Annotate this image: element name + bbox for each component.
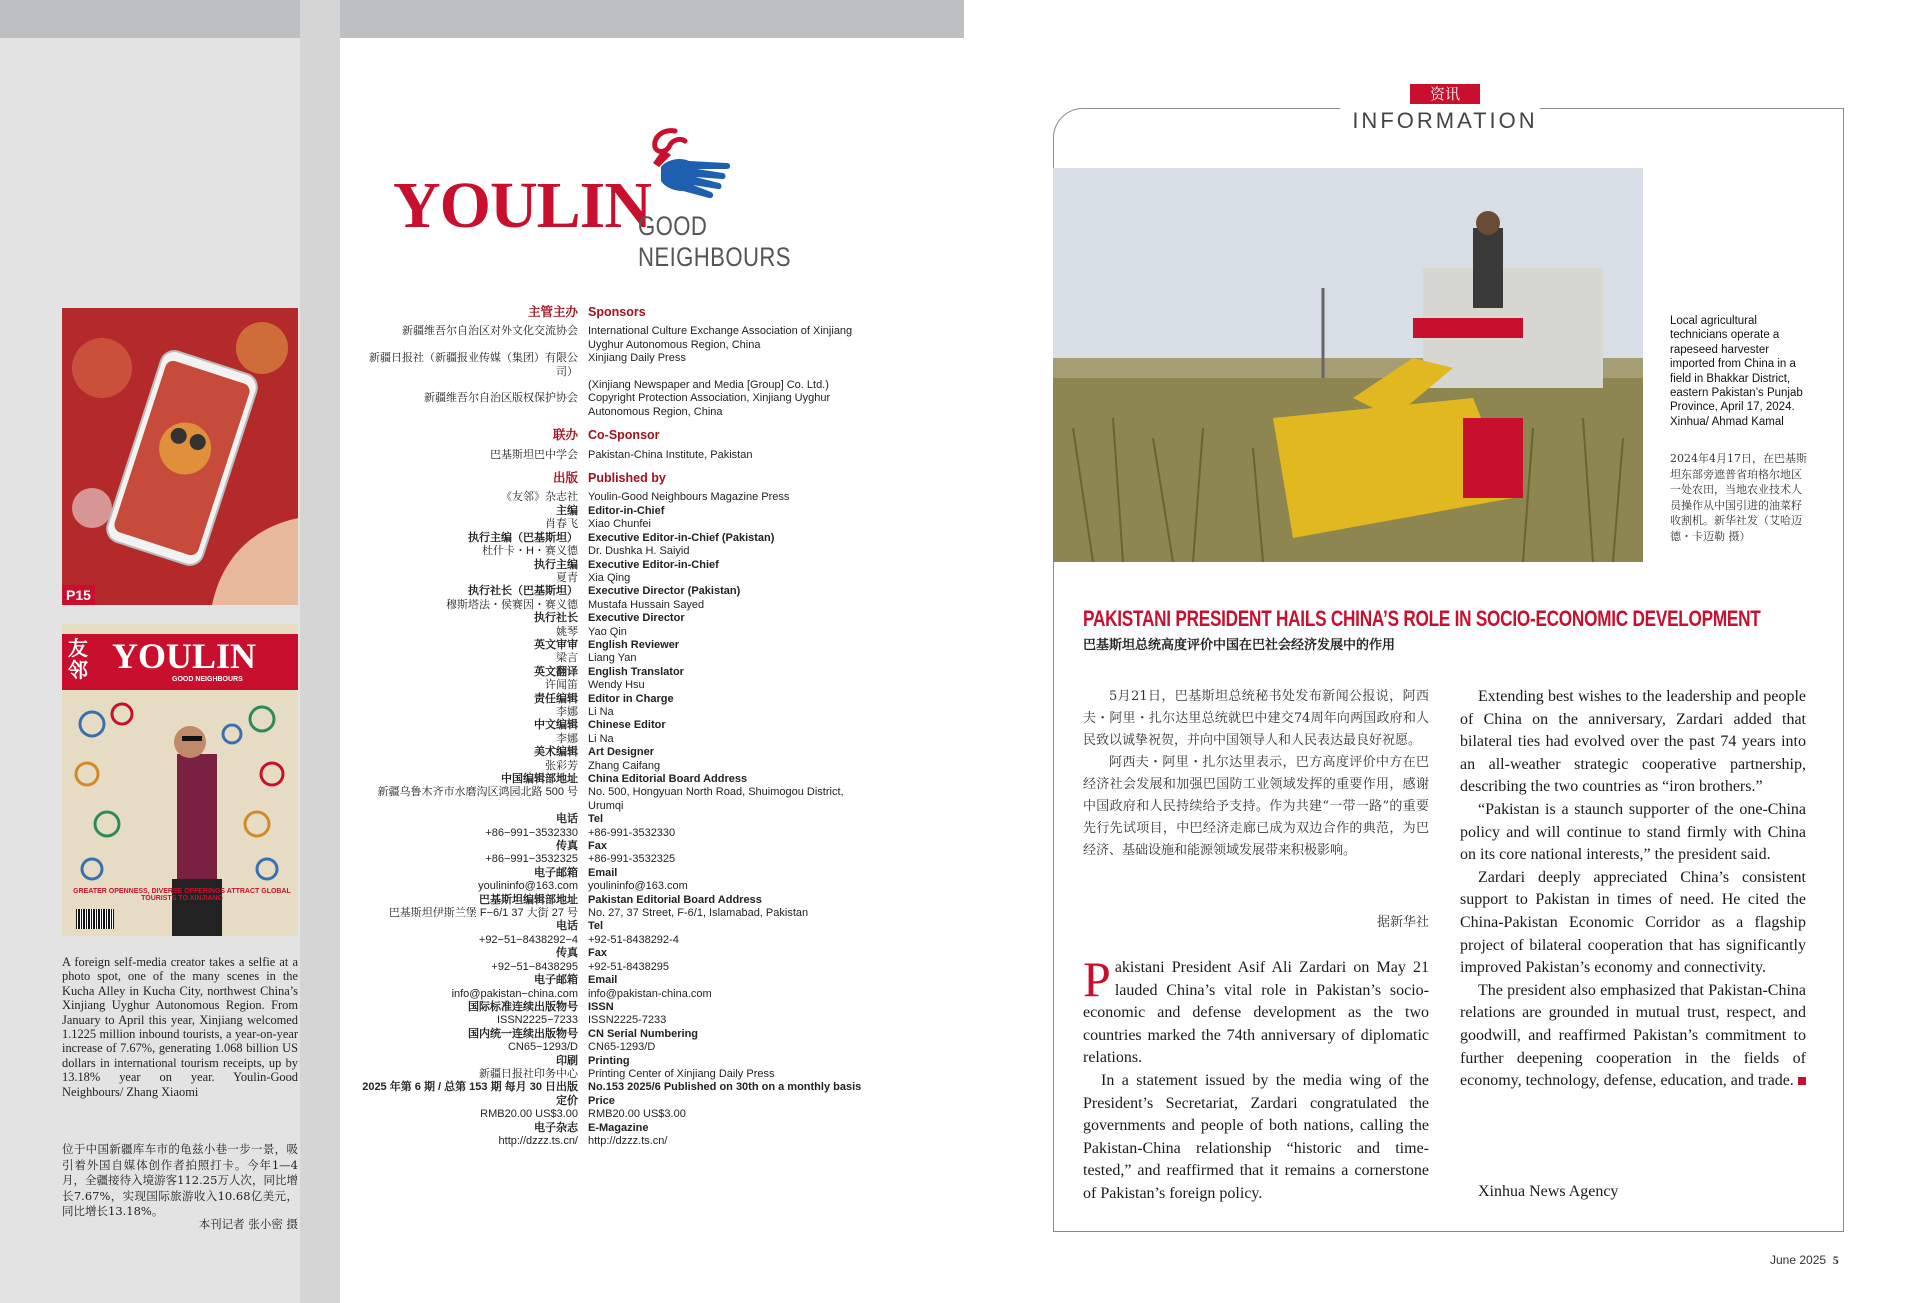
- masthead-chinese-text: 姚琴: [556, 625, 578, 638]
- masthead-english-text: Email: [588, 974, 618, 987]
- masthead-chinese-text: 电话: [556, 813, 578, 826]
- masthead-role: [360, 974, 900, 987]
- masthead-entry: [360, 1041, 900, 1054]
- masthead-english-text: Li Na: [588, 732, 614, 745]
- masthead-english-text: No.153 2025/6 Published on 30th on a monthly basis: [588, 1081, 862, 1094]
- masthead-chinese-text: 电子杂志: [534, 1121, 578, 1134]
- masthead-english-text: International Culture Exchange Association of Xinjiang: [588, 325, 853, 338]
- masthead-chinese-text: 国际标准连续出版物号: [468, 1000, 578, 1013]
- masthead-chinese-text: 2025 年第 6 期 / 总第 153 期 每月 30 日出版: [362, 1081, 578, 1094]
- masthead-chinese-text: [360, 800, 588, 813]
- body-paragraph-last: [1460, 980, 1806, 1093]
- masthead-entry: [360, 626, 900, 639]
- masthead-english-text: Executive Editor-in-Chief (Pakistan): [588, 531, 775, 544]
- masthead-chinese-text: 巴基斯坦巴中学会: [490, 448, 578, 461]
- masthead-chinese-text: 李娜: [556, 705, 578, 718]
- masthead-english-text: Chinese Editor: [588, 719, 666, 732]
- masthead-entry: [360, 325, 900, 338]
- lead-paragraph: [1083, 951, 1429, 1070]
- body-paragraph: “Pakistan is a staunch supporter of the one-China policy and will continue to stand firmly with China on its core national interests,” the president said.: [1460, 800, 1806, 864]
- masthead-chinese-text: 定价: [556, 1094, 578, 1107]
- masthead-entry: [360, 679, 900, 692]
- masthead-role: [360, 1095, 900, 1108]
- masthead-entry: [360, 392, 900, 405]
- masthead-english-text: Fax: [588, 947, 607, 960]
- phone-photo-illustration: [62, 308, 298, 605]
- masthead-english-text: +92-51-8438295: [588, 960, 670, 973]
- masthead-english-text: Price: [588, 1094, 615, 1107]
- masthead-chinese-text: 电子邮箱: [534, 974, 578, 987]
- masthead-chinese-text: 责任编辑: [534, 692, 578, 705]
- masthead-role: [360, 813, 900, 826]
- body-paragraph: Zardari deeply appreciated China’s consistent support to Pakistan in times of need. He cited the China-Pakistan Economic Corridor as a flagship project of bilateral cooperation that has significantly improved Pakistan’s economy and connectivity.: [1460, 868, 1806, 977]
- masthead-entry: [360, 760, 900, 773]
- masthead-chinese-text: ISSN2225−7233: [496, 1014, 578, 1027]
- masthead-english-text: No. 500, Hongyuan North Road, Shuimogou District,: [588, 786, 844, 799]
- masthead-role: [360, 773, 900, 786]
- body-paragraph-text: The president also emphasized that Pakistan-China relations are grounded in mutual trust, respect, and goodwill, and reaffirmed Pakistan’s commitment to further deepening cooperation in the fields of economy, technology, defense, education, and trade.: [1460, 981, 1806, 1090]
- cover-photo-credit: 本刊记者 张小密 摄: [198, 1217, 298, 1231]
- masthead-entry: [360, 934, 900, 947]
- masthead-chinese-text: 出版: [552, 471, 578, 486]
- masthead-entry: [360, 853, 900, 866]
- masthead-chinese-text: http://dzzz.ts.cn/: [498, 1134, 578, 1147]
- masthead-english-text: CN Serial Numbering: [588, 1027, 699, 1040]
- masthead-chinese-text: RMB20.00 US$3.00: [480, 1108, 578, 1121]
- masthead-entry: [360, 800, 900, 813]
- masthead-entry: [360, 352, 900, 379]
- masthead-chinese-text: 美术编辑: [534, 746, 578, 759]
- masthead-english-text: Printing Center of Xinjiang Daily Press: [588, 1067, 775, 1080]
- masthead-role: [360, 719, 900, 732]
- masthead-english-text: Printing: [588, 1054, 630, 1067]
- masthead-english-text: Wendy Hsu: [588, 679, 645, 692]
- article-byline: Xinhua News Agency: [1478, 1183, 1619, 1200]
- masthead-chinese-text: +92−51−8438292−4: [478, 933, 578, 946]
- masthead-role: [360, 612, 900, 625]
- end-mark-icon: [1798, 1077, 1806, 1085]
- masthead-english-text: Pakistan-China Institute, Pakistan: [588, 448, 753, 461]
- masthead-english-text: Tel: [588, 920, 604, 933]
- masthead-entry: [360, 880, 900, 893]
- masthead-role: [360, 947, 900, 960]
- masthead-chinese-text: 执行主编（巴基斯坦）: [468, 531, 578, 544]
- masthead-chinese-text: 李娜: [556, 732, 578, 745]
- masthead-english-text: Executive Director (Pakistan): [588, 585, 741, 598]
- masthead-english-text: ISSN: [588, 1000, 614, 1013]
- masthead-chinese-text: 夏青: [556, 571, 578, 584]
- masthead-chinese-text: 肖春飞: [545, 518, 578, 531]
- masthead-english-text: Xia Qing: [588, 571, 631, 584]
- masthead-entry: [360, 733, 900, 746]
- masthead-chinese-text: 电子邮箱: [534, 866, 578, 879]
- masthead-section-heading: [360, 429, 900, 442]
- cover-caption-chinese: 位于中国新疆库车市的龟兹小巷一步一景，吸引着外国自媒体创作者拍照打卡。今年1—4月，全疆接待入境游客112.25万人次，同比增长7.67%，实现国际旅游收入10.68亿美元，同比增长13.18%。: [62, 1142, 298, 1219]
- article-english-column-2: [1460, 686, 1806, 1093]
- masthead-english-text: Executive Editor-in-Chief: [588, 558, 719, 571]
- masthead-role: [360, 1122, 900, 1135]
- masthead-english-text: E-Magazine: [588, 1121, 649, 1134]
- masthead-chinese-text: [360, 339, 588, 352]
- article-chinese-column: [1083, 686, 1429, 862]
- masthead-chinese-text: youlininfo@163.com: [478, 880, 578, 893]
- harvester-caption-english: Local agricultural technicians operate a rapeseed harvester imported from China in a field in Bhakkar District, eastern Pakistan’s Punjab Province, April 17, 2024. Xinhua/ Ahmad Kamal: [1670, 315, 1803, 428]
- masthead-english-text: Dr. Dushka H. Saiyid: [588, 545, 690, 558]
- masthead-english-text: Email: [588, 866, 618, 879]
- masthead-chinese-text: 执行主编: [534, 558, 578, 571]
- masthead-entry: [360, 907, 900, 920]
- masthead-chinese-text: 执行社长（巴基斯坦）: [468, 585, 578, 598]
- chinese-source: 据新华社: [1376, 915, 1429, 930]
- article-headline: PAKISTANI PRESIDENT HAILS CHINA’S ROLE IN SOCIO-ECONOMIC DEVELOPMENT: [1083, 606, 1761, 631]
- masthead-english-text: Tel: [588, 813, 604, 826]
- masthead-chinese-text: 《友邻》杂志社: [501, 491, 578, 504]
- masthead-role: [360, 505, 900, 518]
- masthead-entry: [360, 1108, 900, 1121]
- masthead-chinese-text: +92−51−8438295: [491, 960, 578, 973]
- masthead-entry: [360, 545, 900, 558]
- cover-caption-english: A foreign self-media creator takes a selfie at a photo spot, one of the many scenes in the Kucha Alley in Kucha City, northwest China’s Xinjiang Uyghur Autonomous Region. From January to April this year, Xinjiang welcomed 1.1225 million inbound tourists, a year-on-year increase of 7.67%, generating 1.068 billion US dollars in international tourism receipts, up by 13.18% year on year. Youlin-Good Neighbours/ Zhang Xiaomi: [62, 955, 298, 1099]
- masthead-chinese-text: 新疆维吾尔自治区对外文化交流协会: [402, 325, 578, 338]
- masthead-entry: [360, 706, 900, 719]
- masthead-chinese-text: 执行社长: [534, 612, 578, 625]
- masthead-chinese-text: 张彩芳: [545, 759, 578, 772]
- masthead-chinese-text: 新疆维吾尔自治区版权保护协会: [424, 392, 578, 405]
- masthead-entry: [360, 599, 900, 612]
- masthead-chinese-text: +86−991−3532325: [485, 853, 578, 866]
- masthead-english-text: (Xinjiang Newspaper and Media [Group] Co. Ltd.): [588, 379, 829, 392]
- masthead-english-text: Pakistan Editorial Board Address: [588, 893, 762, 906]
- masthead-english-text: English Reviewer: [588, 638, 680, 651]
- masthead-entry: [360, 449, 900, 462]
- masthead-english-text: Autonomous Region, China: [588, 405, 723, 418]
- masthead-english-text: Urumqi: [588, 799, 624, 812]
- magazine-cover-thumbnail[interactable]: [62, 624, 298, 936]
- masthead-english-text[interactable]: info@pakistan-china.com: [588, 987, 712, 1000]
- article-english-column-1: [1083, 951, 1429, 1206]
- cover-title: YOULIN: [112, 636, 257, 676]
- masthead-chinese-text: 主管主办: [527, 305, 578, 319]
- masthead-role: [360, 585, 900, 598]
- harvester-caption-chinese: 2024年4月17日，在巴基斯坦东部旁遮普省珀格尔地区一处农田，当地农业技术人员操作从中国引进的油菜籽收割机。新华社发（艾哈迈德・卡迈勒 摄）: [1670, 452, 1807, 543]
- masthead-chinese-text: [360, 379, 588, 392]
- barcode-icon: [76, 909, 114, 929]
- masthead-entry: [360, 518, 900, 531]
- masthead-english-text: Zhang Caifang: [588, 759, 661, 772]
- masthead-chinese-text: 中文编辑: [534, 719, 578, 732]
- page-reference-tag: P15: [62, 585, 95, 605]
- masthead-english-text: China Editorial Board Address: [588, 773, 748, 785]
- section-label-chinese: 资讯: [1410, 84, 1480, 104]
- masthead-english-text: Yao Qin: [588, 625, 627, 638]
- masthead-chinese-text: 穆斯塔法・侯赛因・赛义德: [446, 598, 578, 611]
- masthead-top-band: [340, 0, 964, 38]
- masthead-chinese-text: CN65−1293/D: [507, 1041, 578, 1054]
- masthead-role: [360, 532, 900, 545]
- masthead-role: [360, 1028, 900, 1041]
- masthead-chinese-text: 新疆日报社印务中心: [479, 1067, 578, 1080]
- masthead-chinese-text: 印刷: [556, 1054, 578, 1067]
- masthead-english-text: Editor in Charge: [588, 692, 674, 705]
- masthead-chinese-text: 中国编辑部地址: [501, 773, 578, 785]
- masthead-chinese-text: 梁言: [556, 652, 578, 665]
- cover-subtitle: GOOD NEIGHBOURS: [172, 676, 243, 683]
- masthead-english-text: +86-991-3532330: [588, 826, 676, 839]
- masthead-section-heading: [360, 306, 900, 319]
- masthead-english-text: Art Designer: [588, 746, 655, 759]
- masthead-english-text: Published by: [588, 471, 666, 486]
- phone-photo: [62, 308, 298, 605]
- masthead-role: [360, 840, 900, 853]
- masthead-english-text: English Translator: [588, 665, 684, 678]
- masthead-english-text: Executive Director: [588, 612, 685, 625]
- body-paragraph: Extending best wishes to the leadership and people of China on the anniversary, Zardari added that bilateral ties had evolved over the past 74 years into an all-weather strategic cooperative partnership, describing the two countries as “iron brothers.”: [1460, 688, 1806, 796]
- masthead-english-text[interactable]: http://dzzz.ts.cn/: [588, 1134, 668, 1147]
- drop-cap: P: [1083, 951, 1111, 1007]
- masthead-role: [360, 867, 900, 880]
- masthead-english-text: Uyghur Autonomous Region, China: [588, 338, 761, 351]
- logo-wordmark: YOULIN: [393, 169, 652, 242]
- masthead-chinese-text: 国内统一连续出版物号: [468, 1027, 578, 1040]
- masthead-entry: [360, 406, 900, 419]
- masthead-english-text: Xinjiang Daily Press: [588, 352, 686, 365]
- logo-subtitle: GOOD NEIGHBOURS: [638, 211, 791, 272]
- masthead-chinese-text: 英文审审: [534, 638, 578, 651]
- masthead-entry: [360, 379, 900, 392]
- masthead-english-text: Xiao Chunfei: [588, 518, 651, 531]
- section-label-english: INFORMATION: [1352, 108, 1538, 133]
- masthead-english-text: +86-991-3532325: [588, 853, 676, 866]
- masthead-entry: [360, 961, 900, 974]
- masthead-entry: [360, 652, 900, 665]
- masthead-entry: [360, 572, 900, 585]
- masthead-chinese-text: 传真: [556, 947, 578, 960]
- harvester-photo: [1053, 168, 1643, 562]
- masthead-role: [360, 894, 900, 907]
- masthead-chinese-text: 联办: [552, 428, 578, 443]
- folio-page-number: 5: [1832, 1253, 1839, 1267]
- masthead-chinese-text: 电话: [556, 920, 578, 933]
- masthead-english-text: Copyright Protection Association, Xinjiang Uyghur: [588, 392, 831, 405]
- masthead-role: [360, 920, 900, 933]
- harvester-illustration: [1053, 168, 1643, 562]
- masthead-english-text: Mustafa Hussain Sayed: [588, 598, 705, 611]
- masthead-role: [360, 666, 900, 679]
- masthead-english-text: Co-Sponsor: [588, 428, 660, 443]
- masthead-entry: [360, 786, 900, 799]
- masthead-chinese-text: info@pakistan−china.com: [451, 987, 578, 1000]
- article-headline-chinese: 巴基斯坦总统高度评价中国在巴社会经济发展中的作用: [1083, 638, 1396, 653]
- masthead-chinese-text: +86−991−3532330: [485, 826, 578, 839]
- masthead-chinese-text: 新疆日报社（新疆报业传媒（集团）有限公司）: [369, 352, 578, 378]
- masthead-english-text: No. 27, 37 Street, F-6/1, Islamabad, Pakistan: [588, 907, 809, 920]
- masthead-chinese-text: 英文翻译: [534, 665, 578, 678]
- masthead-role: [360, 1055, 900, 1068]
- masthead-entry: [360, 339, 900, 352]
- masthead-english-text: Editor-in-Chief: [588, 504, 665, 517]
- masthead-role: [360, 746, 900, 759]
- masthead-english-text: ISSN2225-7233: [588, 1014, 667, 1027]
- masthead-chinese-text: 主编: [556, 504, 578, 517]
- masthead-entry: [360, 491, 900, 504]
- masthead-english-text: +92-51-8438292-4: [588, 933, 679, 946]
- masthead-role: [360, 639, 900, 652]
- masthead-role: [360, 1001, 900, 1014]
- masthead-credits: [360, 306, 900, 1148]
- masthead-entry: [360, 827, 900, 840]
- masthead-english-text: Sponsors: [588, 305, 646, 319]
- chinese-paragraph: 5月21日，巴基斯坦总统秘书处发布新闻公报说，阿西夫・阿里・扎尔达里总统就巴中建交74周年向两国政府和人民致以诚挚祝贺，并向中国领导人和人民表达最良好祝愿。: [1083, 689, 1429, 748]
- masthead-chinese-text: 杜什卡・H・赛义德: [482, 545, 578, 558]
- masthead-chinese-text: 传真: [556, 840, 578, 853]
- masthead-entry: [360, 988, 900, 1001]
- masthead-role: [360, 693, 900, 706]
- lead-paragraph-text: akistani President Asif Ali Zardari on May 21 lauded China’s vital role in Pakistan’s socio-economic and defense development as the two countries marked the 74th anniversary of diplomatic relations.: [1083, 959, 1429, 1067]
- masthead-english-text: CN65-1293/D: [588, 1041, 656, 1054]
- youlin-logo: [393, 125, 873, 272]
- masthead-entry: [360, 1135, 900, 1148]
- cover-chinese-title: 友邻: [68, 638, 88, 682]
- masthead-section-heading: [360, 472, 900, 485]
- chinese-paragraph: 阿西夫・阿里・扎尔达里表示，巴方高度评价中方在巴经济社会发展和加强巴国防工业领域发挥的重要作用，感谢中国政府和人民持续给予支持。作为共建“一带一路”的重要先行先试项目，中巴经济走廊已成为双边合作的典范，为巴经济、基础设施和能源领域发展带来积极影响。: [1083, 755, 1429, 858]
- masthead-english-text: RMB20.00 US$3.00: [588, 1108, 686, 1121]
- body-paragraph: In a statement issued by the media wing of the President’s Secretariat, Zardari congratulated the governments and people of both nations, calling the Pakistan-China relationship “historic and time-tested,” and reaffirmed that it remains a cornerstone of Pakistan’s foreign policy.: [1083, 1071, 1429, 1202]
- masthead-english-text[interactable]: youlininfo@163.com: [588, 880, 688, 893]
- folio-month: June 2025: [1770, 1253, 1827, 1267]
- masthead-english-text: Youlin-Good Neighbours Magazine Press: [588, 491, 790, 504]
- masthead-chinese-text: 巴基斯坦编辑部地址: [479, 893, 578, 906]
- masthead-chinese-text: 许闻笛: [545, 679, 578, 692]
- masthead-chinese-text: [360, 406, 588, 419]
- masthead-chinese-text: 巴基斯坦伊斯兰堡 F−6/1 37 大街 27 号: [388, 907, 578, 920]
- page-fold-shade: [300, 0, 340, 1303]
- masthead-role: [360, 1081, 900, 1094]
- masthead-entry: [360, 1068, 900, 1081]
- masthead-english-text: Fax: [588, 840, 607, 853]
- masthead-entry: [360, 1014, 900, 1027]
- masthead-role: [360, 559, 900, 572]
- page-folio: [1770, 1253, 1839, 1268]
- masthead-english-text: Liang Yan: [588, 652, 637, 665]
- masthead-chinese-text: 新疆乌鲁木齐市水磨沟区鸿园北路 500 号: [377, 786, 578, 799]
- masthead-english-text: Li Na: [588, 705, 614, 718]
- cover-tagline: GREATER OPENNESS, DIVERSE OFFERINGS ATTRACT GLOBAL TOURISTS TO XINJIANG: [73, 888, 291, 902]
